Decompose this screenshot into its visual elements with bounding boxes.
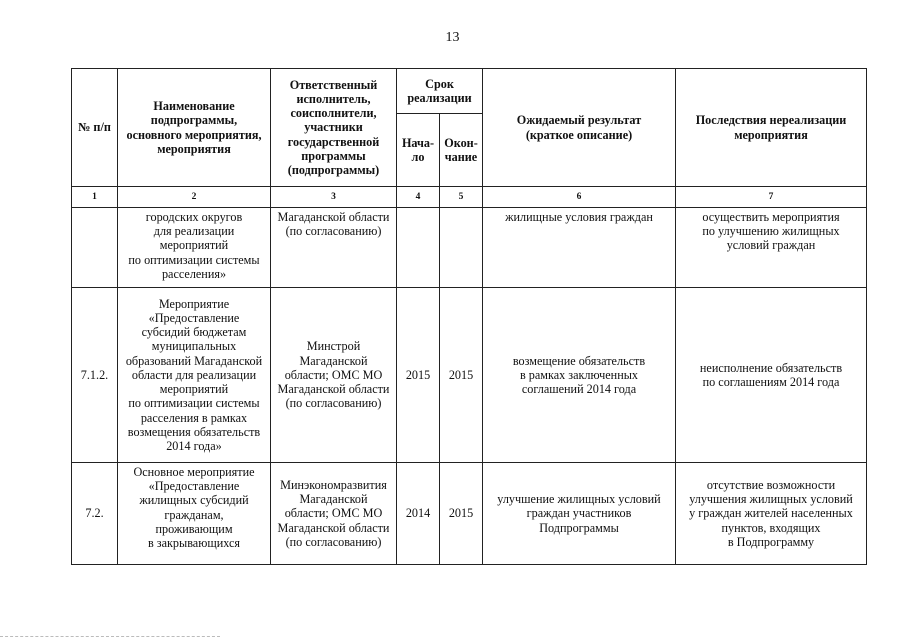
row-consequences: неисполнение обязательств по соглашениям 2014 года: [676, 288, 867, 463]
table-row: [72, 208, 867, 288]
header-start: Нача- ло: [397, 114, 440, 187]
column-number: 5: [440, 187, 483, 208]
row-responsible: Магаданской области (по согласованию): [271, 208, 397, 288]
column-number: 7: [676, 187, 867, 208]
row-result: улучшение жилищных условий граждан участников Подпрограммы: [483, 463, 676, 565]
row-end: [440, 208, 483, 288]
column-number: 4: [397, 187, 440, 208]
header-responsible: Ответственный исполнитель, соисполнители, участники государственной программы (подпрограммы): [271, 69, 397, 187]
header-result: Ожидаемый результат (краткое описание): [483, 69, 676, 187]
row-num: 7.1.2.: [72, 288, 118, 463]
row-result: жилищные условия граждан: [483, 208, 676, 288]
header-name: Наименование подпрограммы, основного мероприятия, мероприятия: [118, 69, 271, 187]
row-name: Основное мероприятие «Предоставление жилищных субсидий гражданам, проживающим в закрывающихся: [118, 463, 271, 565]
row-num: 7.2.: [72, 463, 118, 565]
row-start: 2014: [397, 463, 440, 565]
row-name: городских округов для реализации мероприятий по оптимизации системы расселения»: [118, 208, 271, 288]
row-end: 2015: [440, 463, 483, 565]
scan-artifact-divider: [0, 636, 220, 638]
row-responsible: Минстрой Магаданской области; ОМС МО Магаданской области (по согласованию): [271, 288, 397, 463]
row-start: [397, 208, 440, 288]
row-responsible: Минэкономразвития Магаданской области; ОМС МО Магаданской области (по согласованию): [271, 463, 397, 565]
row-name: Мероприятие «Предоставление субсидий бюджетам муниципальных образований Магаданской области для реализации мероприятий по оптимизации системы расселения в рамках возмещения обязательств 2014 года»: [118, 288, 271, 463]
page-number: 13: [445, 30, 460, 45]
header-consequences: Последствия нереализации мероприятия: [676, 69, 867, 187]
column-number: 3: [271, 187, 397, 208]
row-consequences: отсутствие возможности улучшения жилищных условий у граждан жителей населенных пунктов, входящих в Подпрограмму: [676, 463, 867, 565]
column-number: 1: [72, 187, 118, 208]
column-number: 6: [483, 187, 676, 208]
row-end: 2015: [440, 288, 483, 463]
row-result: возмещение обязательств в рамках заключенных соглашений 2014 года: [483, 288, 676, 463]
header-end: Окон- чание: [440, 114, 483, 187]
header-term: Срок реализации: [397, 69, 483, 114]
column-number-row: [72, 187, 867, 208]
row-num: [72, 208, 118, 288]
header-num: № п/п: [72, 69, 118, 187]
table-row: [72, 288, 867, 463]
row-start: 2015: [397, 288, 440, 463]
column-number: 2: [118, 187, 271, 208]
measures-table: [71, 68, 867, 565]
row-consequences: осуществить мероприятия по улучшению жилищных условий граждан: [676, 208, 867, 288]
table-row: [72, 463, 867, 565]
